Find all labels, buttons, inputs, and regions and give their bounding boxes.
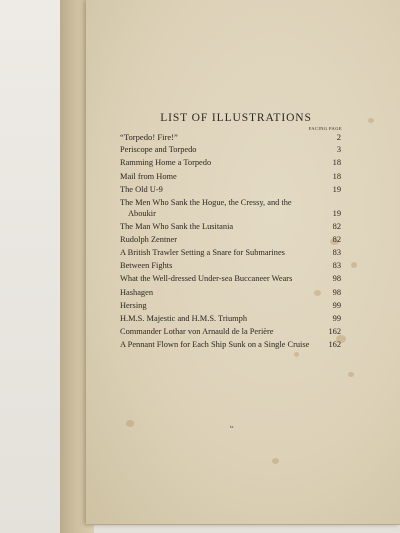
facing-page-header: FACING PAGE xyxy=(308,126,342,131)
list-item xyxy=(120,274,344,285)
foxing-spot xyxy=(272,458,279,464)
illustration-title: Hashagen xyxy=(120,287,154,297)
page-number: 18 xyxy=(332,171,341,181)
list-item xyxy=(120,301,344,312)
list-item xyxy=(120,340,344,351)
illustrations-list xyxy=(120,112,344,354)
page-number: 18 xyxy=(332,158,341,168)
page-title: LIST OF ILLUSTRATIONS xyxy=(160,112,312,124)
list-item xyxy=(120,327,344,338)
foxing-spot xyxy=(351,262,357,268)
illustration-title: The Man Who Sank the Lusitania xyxy=(120,221,234,231)
illustration-title: The Men Who Sank the Hogue, the Cressy, and the Aboukir xyxy=(120,197,292,218)
list-item xyxy=(120,145,344,156)
list-item xyxy=(120,235,344,246)
page-number: 82 xyxy=(332,234,341,244)
list-item xyxy=(120,314,344,325)
page-number: 83 xyxy=(332,248,341,258)
page-folio: ix xyxy=(230,424,234,429)
page-number: 82 xyxy=(332,221,341,231)
page-number: 19 xyxy=(332,184,341,194)
list-item xyxy=(120,261,344,272)
page-number: 162 xyxy=(328,340,341,350)
list-item xyxy=(120,288,344,299)
foxing-spot xyxy=(348,372,354,377)
illustration-title: Commander Lothar von Arnauld de la Perière xyxy=(120,327,274,337)
page-number: 99 xyxy=(332,300,341,310)
illustration-title: Hersing xyxy=(120,300,147,310)
list-item xyxy=(120,198,344,219)
page-number: 98 xyxy=(332,274,341,284)
list-item xyxy=(120,158,344,169)
foxing-spot xyxy=(126,420,134,427)
illustration-title: Rudolph Zentner xyxy=(120,234,177,244)
illustration-title: “Torpedo! Fire!” xyxy=(120,132,178,142)
list-item xyxy=(120,222,344,233)
foxing-spot xyxy=(368,118,374,123)
page-number: 99 xyxy=(332,314,341,324)
page-number: 98 xyxy=(332,287,341,297)
list-item xyxy=(120,248,344,259)
illustration-title: Periscope and Torpedo xyxy=(120,145,197,155)
illustration-title: Between Fights xyxy=(120,261,173,271)
page-number: 162 xyxy=(328,327,341,337)
list-item xyxy=(120,172,344,183)
page-number: 3 xyxy=(336,145,341,155)
illustration-title: A Pennant Flown for Each Ship Sunk on a Single Cruise xyxy=(120,340,310,350)
illustration-title: Ramming Home a Torpedo xyxy=(120,158,212,168)
list-item xyxy=(120,185,344,196)
illustration-title: Mail from Home xyxy=(120,171,177,181)
list-item xyxy=(120,132,344,143)
illustration-title: H.M.S. Majestic and H.M.S. Triumph xyxy=(120,314,248,324)
illustration-title: What the Well-dressed Under-sea Buccaneer Wears xyxy=(120,274,293,284)
illustration-title: A British Trawler Setting a Snare for Submarines xyxy=(120,248,285,258)
page-number: 19 xyxy=(332,208,341,218)
illustration-title: The Old U-9 xyxy=(120,184,163,194)
page-number: 83 xyxy=(332,261,341,271)
page-number: 2 xyxy=(336,132,341,142)
